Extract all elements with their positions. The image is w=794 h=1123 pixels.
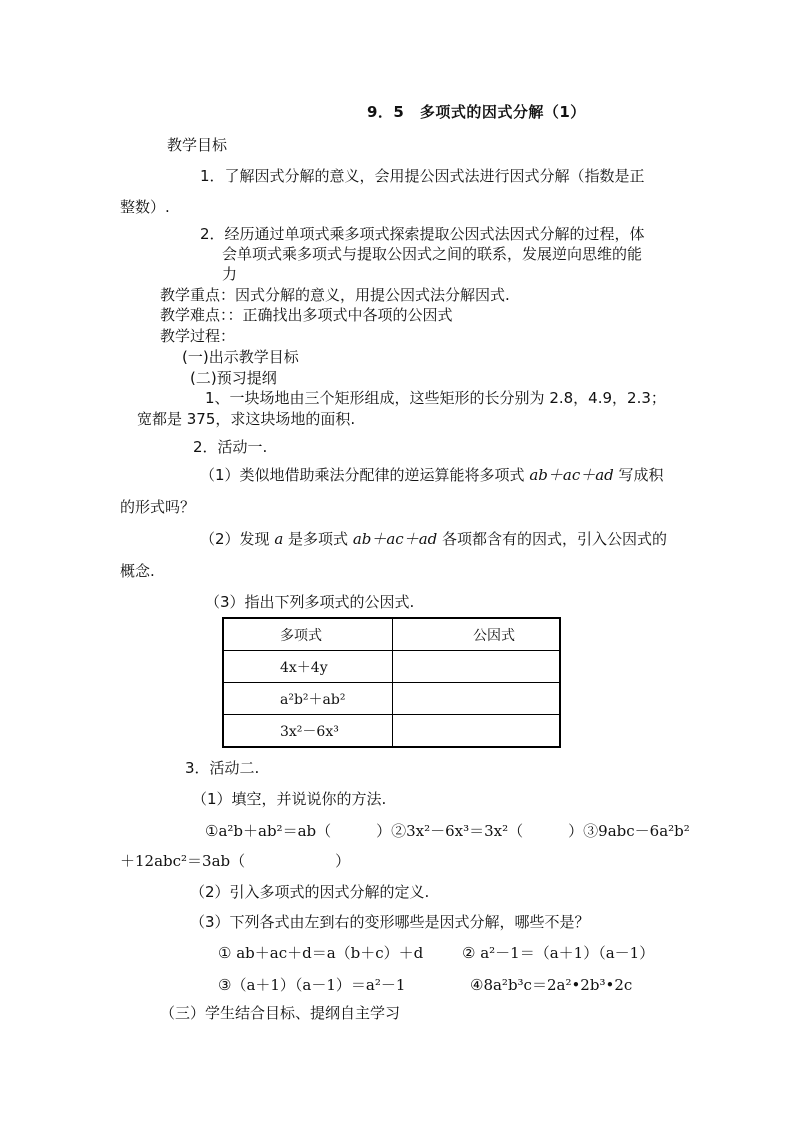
item-1-expression: ab＋ac＋ad	[529, 466, 614, 484]
step-1: (一)出示教学目标	[182, 348, 299, 366]
item-2-text-mid: 是多项式	[283, 530, 353, 548]
activity-2-item-1: （1）填空，并说说你的方法.	[192, 790, 387, 808]
objective-2-line-2: 会单项式乘多项式与提取公因式之间的联系，发展逆向思维的能	[222, 245, 643, 263]
question-1-line-2: 宽都是 375，求这块场地的面积.	[137, 410, 356, 428]
step-2: (二)预习提纲	[190, 369, 277, 387]
teaching-process: 教学过程：	[160, 327, 236, 345]
step-3: （三）学生结合目标、提纲自主学习	[160, 1004, 401, 1022]
table-row	[223, 651, 560, 683]
activity-1-item-1	[200, 465, 664, 485]
example-2: ② a²－1＝（a＋1）（a－1）	[462, 944, 655, 962]
item-2-text-post: 各项都含有的因式，引入公因式的	[437, 530, 668, 548]
activity-1-item-2-line-2: 概念.	[120, 562, 155, 580]
item-1-text-post: 写成积	[613, 466, 664, 484]
question-1-line-1: 1、一块场地由三个矩形组成，这些矩形的长分别为 2.8，4.9，2.3；	[205, 389, 666, 407]
example-4: ④8a²b³c＝2a²•2b³•2c	[470, 976, 633, 994]
answer-cell	[393, 651, 561, 683]
header-common-factor: 公因式	[393, 618, 561, 651]
table-header-row	[223, 618, 560, 651]
page-title: 9．5 多项式的因式分解（1）	[367, 103, 586, 121]
polynomial-cell: 4x＋4y	[223, 651, 393, 683]
fill-blank-line-1: ①a²b＋ab²＝ab（ ）②3x²－6x³＝3x²（ ）③9abc－6a²b²	[205, 822, 690, 840]
key-point: 教学重点：因式分解的意义，用提公因式法分解因式.	[160, 286, 510, 304]
objectives-heading: 教学目标	[167, 136, 228, 154]
answer-cell	[393, 715, 561, 748]
objective-1-line-2: 整数）.	[120, 198, 170, 216]
activity-2-item-3: （3）下列各式由左到右的变形哪些是因式分解，哪些不是？	[190, 913, 590, 931]
item-2-text-pre: （2）发现	[200, 530, 275, 548]
activity-2-heading: 3．活动二.	[185, 759, 260, 777]
objective-1-line-1: 1．了解因式分解的意义，会用提公因式法进行因式分解（指数是正	[200, 167, 645, 185]
example-3: ③（a＋1）（a－1）＝a²－1	[218, 976, 406, 994]
header-polynomial: 多项式	[223, 618, 393, 651]
activity-1-item-1-line-2: 的形式吗？	[120, 498, 196, 516]
polynomial-cell: 3x²－6x³	[223, 715, 393, 748]
table-row	[223, 715, 560, 748]
objective-2-line-1: 2．经历通过单项式乘多项式探索提取公因式法因式分解的过程，体	[200, 225, 645, 243]
item-2-expression: ab＋ac＋ad	[352, 530, 438, 548]
answer-cell	[393, 683, 561, 715]
objective-2-line-3: 力	[222, 265, 238, 283]
table-row	[223, 683, 560, 715]
common-factor-table	[222, 617, 561, 748]
fill-blank-line-2: ＋12abc²＝3ab（ ）	[120, 852, 351, 870]
difficulty: 教学难点：：正确找出多项式中各项的公因式	[160, 306, 453, 324]
activity-1-heading: 2．活动一.	[193, 438, 268, 456]
activity-1-item-2	[200, 529, 667, 549]
activity-1-item-3: （3）指出下列多项式的公因式.	[205, 593, 415, 611]
item-1-text-pre: （1）类似地借助乘法分配律的逆运算能将多项式	[200, 466, 530, 484]
example-1: ① ab＋ac＋d＝a（b＋c）＋d	[218, 944, 424, 962]
polynomial-cell: a²b²＋ab²	[223, 683, 393, 715]
activity-2-item-2: （2）引入多项式的因式分解的定义.	[190, 883, 430, 901]
item-2-variable: a	[274, 530, 284, 548]
